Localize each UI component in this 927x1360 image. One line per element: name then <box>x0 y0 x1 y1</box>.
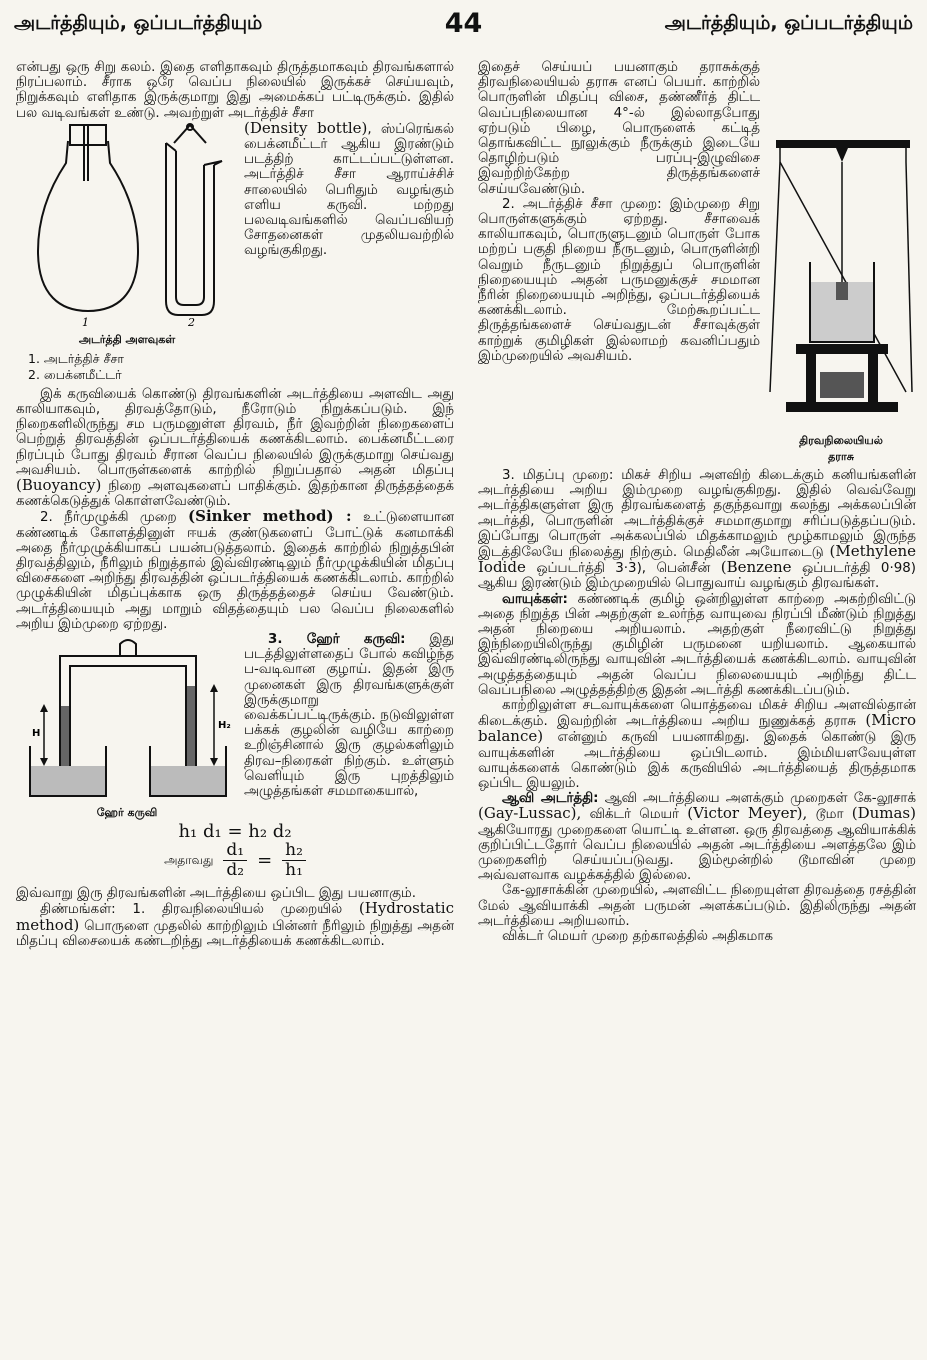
figure-legend <box>16 351 238 383</box>
sinker-method-paragraph <box>16 509 454 632</box>
density-ratio-equation <box>16 841 454 880</box>
height-numerator: h₂ <box>282 841 306 861</box>
gay-lussac-english: (Gay-Lussac), <box>478 804 582 823</box>
victor-meyer-paragraph <box>478 929 916 944</box>
left-column <box>16 60 454 1350</box>
hare-apparatus-figure <box>16 636 238 820</box>
gases-text: கண்ணடிக் குமிழ் ஒன்றிலுள்ள காற்றை அகற்றிவிட்டு அதை நிறுத்த பின் அதற்குள் உலர்ந்த வாயுவை நிரப்பி மீண்டும் நிறுத்து அதன் நிறையை அறியலாம். அதற்குள் நீரைவிட்டு நிறுத்து இந்நிறையிலிருந்து குமிழின் பருமனை யறியலாம். ஆகையால் இவ்விரண்டிலிருந்து வாயுவின் அடர்த்தியைக் கணக்கிடலாம். வாயுவின் அழுத்தத்தையும் அதன் வெப்ப நிலையையும் அறிந்து திட்ட வெப்பநிலை அழுத்தத்திற்கு இதன் அடர்த்தி கணக்கிடப்படும். <box>478 591 916 698</box>
height-label-h2: H₂ <box>218 720 231 732</box>
hydrostatic-balance-text: இதைச் செய்யப் பயனாகும் தராசுக்குத் திரவநிலையியல் தராசு எனப் பெயர். காற்றில் பொருளின் மிதப்பு விசை, தண்ணீர்த் திட்ட வெப்பநிலையான 4°-ல் இல்லாதபோது ஏற்படும் பிழை, பொருளைக் கட்டித் தொங்கவிட்ட நூலுக்கும் நீருக்கும் இடையே தொழிற்படும் பரப்பு-இழுவிசை இவற்றிற்கேற்ற திருத்தங்களைச் செய்யவேண்டும். <box>478 60 760 197</box>
hydrostatic-method-english: (Hydrostatic method) <box>16 899 454 934</box>
intro-text-2: , ஸ்ப்ரெங்கல் பைக்னமீட்டர் ஆகிய இரண்டும் படத்திற் காட்டப்பட்டுள்ளன. அடர்த்திச் சீசா ஆராய்ச்சிச் சாலையில் பெரிதும் வழங்கும் எளிய கருவி. மற்றது பலவடிவங்களில் வெப்பவியற் சோதனைகள் முதலியவற்றில் வழங்குகிறது. <box>244 121 454 259</box>
vapour-density-text-2: ஆகியோரது முறைகளை யொட்டி உள்ளன. ஒரு திரவத்தை ஆவியாக்கிக் குறிப்பிட்டதோர் வெப்ப நிலையில் அதன் அடர்த்தியை அளத்தலே இம் முறைகளிற் செய்யப்படுவது. இம்மூன்றில் டூமாவின் முறை அவ்வளவாக வழக்கத்தில் இல்லை. <box>478 822 916 884</box>
solids-paragraph <box>16 901 454 949</box>
vapour-density-paragraph <box>478 791 916 883</box>
micro-balance-english: (Micro balance) <box>478 711 916 746</box>
equals-sign: = <box>257 850 273 872</box>
benzene-english: (Benzene <box>720 558 792 577</box>
instrument-text-2: நிறை அளவுகளைப் பாதிக்கும். இதற்கான திருத்தத்தைக் கணக்கெடுத்துக் கொள்ளவேண்டும். <box>16 479 454 510</box>
density-fraction <box>223 841 247 880</box>
bottle-method-text: 2. அடர்த்திச் சீசா முறை: இம்முறை சிறு பொருள்களுக்கும் ஏற்றது. சீசாவைக் காலியாகவும், பொருளுடனும் பொருள் போக மற்றப் பகுதி நிறைய நீருடனும், பொருளின்றி வெறும் நீருடனும் நிறுத்துப் பொருளின் நிறையையும் அதன் பருமனுக்குச் சமமான நீரின் நிறையையும் அறிந்து, ஒப்படர்த்தியைக் கணக்கிடலாம். மேற்கூறப்பட்ட திருத்தங்களைச் செய்வதுடன் சீசாவுக்குள் காற்றுக் குமிழிகள் இல்லாமற் கவனிப்பதும் இம்முறையில் அவசியம். <box>478 196 760 364</box>
gases-label: வாயுக்கள்: <box>502 591 568 607</box>
benzene-tail: ஒப்படர்த்தி 0·98) ஆகிய இரண்டும் இம்முறையில் பொதுவாய் வழங்கும் திரவங்கள். <box>478 561 916 592</box>
pressure-equation: h₁ d₁ = h₂ d₂ <box>178 821 292 843</box>
dumas-tamil: டூமா <box>815 807 844 823</box>
sinker-method-english: (Sinker method) : <box>188 507 352 526</box>
hydrostatic-balance-caption-1: திரவநிலையியல் <box>799 434 883 447</box>
victor-meyer-english: (Victor Meyer), <box>687 804 808 823</box>
hare-apparatus-illustration <box>16 636 238 804</box>
solids-label: திண்மங்கள்: 1. திரவநிலையியல் முறையில் <box>40 902 343 918</box>
methylene-iodide-english: (Methylene Iodide <box>478 542 916 577</box>
density-bottle-english: (Density bottle) <box>244 118 368 137</box>
intro-text: என்பது ஒரு சிறு கலம். இதை எளிதாகவும் திருத்தமாகவும் திரவங்களால் நிரப்பலாம். சீராக ஒரே வெப்ப நிலையில் இருக்கச் செய்யவும், நிறுக்கவும் எளிதாக இருக்குமாறு இது அமைக்கப் பட்டிருக்கும். இதில் பல வடிவங்கள் உண்டு. அவற்றுள் அடர்த்திச் சீசா <box>16 60 454 121</box>
gay-lussac-paragraph <box>478 883 916 929</box>
instrument-text: இக் கருவியைக் கொண்டு திரவங்களின் அடர்த்தியை அளவிட அது காலியாகவும், திரவத்தோடும், நீரோடும் நிறுக்கப்படும். இந் நிறைகளிலிருந்து சம பருமனுள்ள திரவம், நீர் இவற்றின் நிறைகளைப் பெற்றுத் திரவத்தின் ஒப்படர்த்தியைக் கணக்கிடலாம். பைக்னமீட்டரை நிரப்பும் போது திரவம் சீரான வெப்ப நிலையில் இருக்குமாறு செய்வது அவசியம். பொருள்களைக் காற்றில் நிறுப்பதால் அதன் மிதப்பு <box>16 386 454 478</box>
density-numerator: d₁ <box>223 841 247 861</box>
vapour-density-text: ஆவி அடர்த்தியை அளக்கும் முறைகள் கே-லூசாக் <box>604 791 916 807</box>
hare-apparatus-text: இது படத்திலுள்ளதைப் போல் கவிழ்ந்த ப-வடிவான குழாய். இதன் இரு முனைகள் இரு திரவங்களுக்குள் இருக்குமாறு வைக்கப்பட்டிருக்கும். நடுவிலுள்ள பக்கக் குழலின் வழியே காற்றை உறிஞ்சினால் இரு குழல்களிலும் திரவ–நிரைகள் நிற்கும். உள்ளும் வெளியும் இரு புறத்திலும் அழுத்தங்கள் சமமாகையால், <box>244 632 454 800</box>
buoyancy-english: (Buoyancy) <box>16 476 102 495</box>
compare-text: இவ்வாறு இரு திரவங்களின் அடர்த்தியை ஒப்பிட இது பயனாகும். <box>16 886 416 902</box>
rare-gases-paragraph <box>478 698 916 791</box>
vapour-density-label: ஆவி அடர்த்தி: <box>502 791 599 807</box>
figure-legend-item-2: 2. பைக்னமீட்டர் <box>28 366 122 382</box>
instrument-paragraph <box>16 387 454 510</box>
sinker-method-text: உட்டுளையான கண்ணடிக் கோளத்தினுள் ஈயக் குண்டுகளைப் போட்டுக் கனமாக்கி அதை நீர்முழுக்கியாகப் பயன்படுத்தலாம். இதைக் காற்றில் நிறுத்தபின் திரவத்திலும், நீரிலும் நிறுத்தால் இவ்விரண்டிலும் நீர்முழுக்கியின் மிதப்பு விசைகளை அறிந்து திரவத்தின் ஒப்படர்த்தியைக் கணக்கிடலாம். காற்றில் முழுக்கியின் மிதப்புக்காக ஒரு திருத்தத்தைச் செய்ய வேண்டும். அடர்த்தியையும் அது மாறும் விதத்தையும் பல வெப்ப நிலைகளில் அறிய இம்முறை ஏற்றது. <box>16 510 454 632</box>
height-fraction <box>282 841 306 880</box>
victor-meyer-tamil: விக்டர் மெயர் <box>589 807 679 823</box>
solids-text: பொருளை முதலில் காற்றிலும் பின்னர் நீரிலும் நிறுத்து அதன் மிதப்பு விசையைக் கண்டறிந்து அடர்த்தியைக் கணக்கிடலாம். <box>16 918 454 949</box>
right-column <box>478 60 916 1350</box>
hare-apparatus-caption: ஹேர் கருவி <box>96 806 158 820</box>
flotation-method-paragraph <box>478 468 916 592</box>
running-title-right: அடர்த்தியும், ஒப்படர்த்தியும் <box>664 12 913 34</box>
density-bottle-and-pyknometer-illustration <box>16 121 238 331</box>
hydrostatic-balance-caption-2: தராசு <box>828 450 854 463</box>
page-number: 44 <box>444 8 483 39</box>
height-denominator: h₁ <box>285 860 303 881</box>
methylene-iodide-tail: ஒப்படர்த்தி 3·3), பென்சீன் <box>536 561 711 577</box>
rare-gases-text-2: என்னும் கருவி பயனாகிறது. இதைக் கொண்டு இரு வாயுக்களின் அடர்த்தியை ஒப்பிடலாம். இம்மியளவேயுள்ள வாயுக்களைக் கொண்டும் இக் கருவியில் அடர்த்தியைத் திருத்தமாக ஒப்பிட இயலும். <box>478 730 916 792</box>
running-title-left: அடர்த்தியும், ஒப்படர்த்தியும் <box>14 12 263 34</box>
figure-legend-item-1: 1. அடர்த்திச் சீசா <box>28 350 124 366</box>
flotation-method-text: 3. மிதப்பு முறை: மிகச் சிறிய அளவிற் கிடைக்கும் கனியங்களின் அடர்த்தியை அறிய இம்முறை வழங்குகிறது. இதில் வெவ்வேறு அடர்த்திகளுள்ள இரு திரவங்களைத் தகுந்தவாறு கலந்து அக்கலப்பின் அடர்த்தி, பொருளின் அடர்த்திக்குச் சமமாகுமாறு சரிப்படுத்தப்படும். இப்போது பொருள் அக்கலப்பில் மிதக்காமலும் மூழ்காமலும் இருந்த இடத்திலேயே நிலைத்து நிற்கும். மெதிலீன் அயோடைடு <box>478 468 916 561</box>
height-label-h1: H <box>32 728 41 740</box>
rare-gases-text: காற்றிலுள்ள சடவாயுக்களை யொத்தவை மிகச் சிறிய அளவில்தான் கிடைக்கும். இவற்றின் அடர்த்தியை அறிய நுணுக்கத் தராசு <box>478 698 916 730</box>
hydrostatic-balance-figure <box>766 132 916 464</box>
victor-meyer-text: விக்டர் மெயர் முறை தற்காலத்தில் அதிகமாக <box>502 929 773 945</box>
hydrostatic-balance-illustration <box>766 132 916 432</box>
gases-paragraph <box>478 592 916 698</box>
intro-paragraph <box>16 60 454 121</box>
equation-lead-word: அதாவது <box>164 853 214 868</box>
figure-caption: அடர்த்தி அளவுகள் <box>78 332 176 346</box>
figure-number-1: 1 <box>82 315 89 329</box>
density-denominator: d₂ <box>226 860 245 881</box>
figure-number-2: 2 <box>188 315 195 329</box>
dumas-english: (Dumas) <box>851 804 916 823</box>
page-header <box>14 8 913 46</box>
gay-lussac-text: கே-லூசாக்கின் முறையில், அளவிட்ட நிறையுள்ள திரவத்தை ரசத்தின் மேல் ஆவியாக்கி அதன் பருமன் அளக்கப்படும். இதிலிருந்து அதன் அடர்த்தியை அறியலாம். <box>478 883 916 929</box>
hare-apparatus-label: 3. ஹேர் கருவி: <box>268 632 406 648</box>
density-instruments-figure <box>16 121 238 383</box>
sinker-method-label: 2. நீர்முழுக்கி முறை <box>40 510 177 526</box>
